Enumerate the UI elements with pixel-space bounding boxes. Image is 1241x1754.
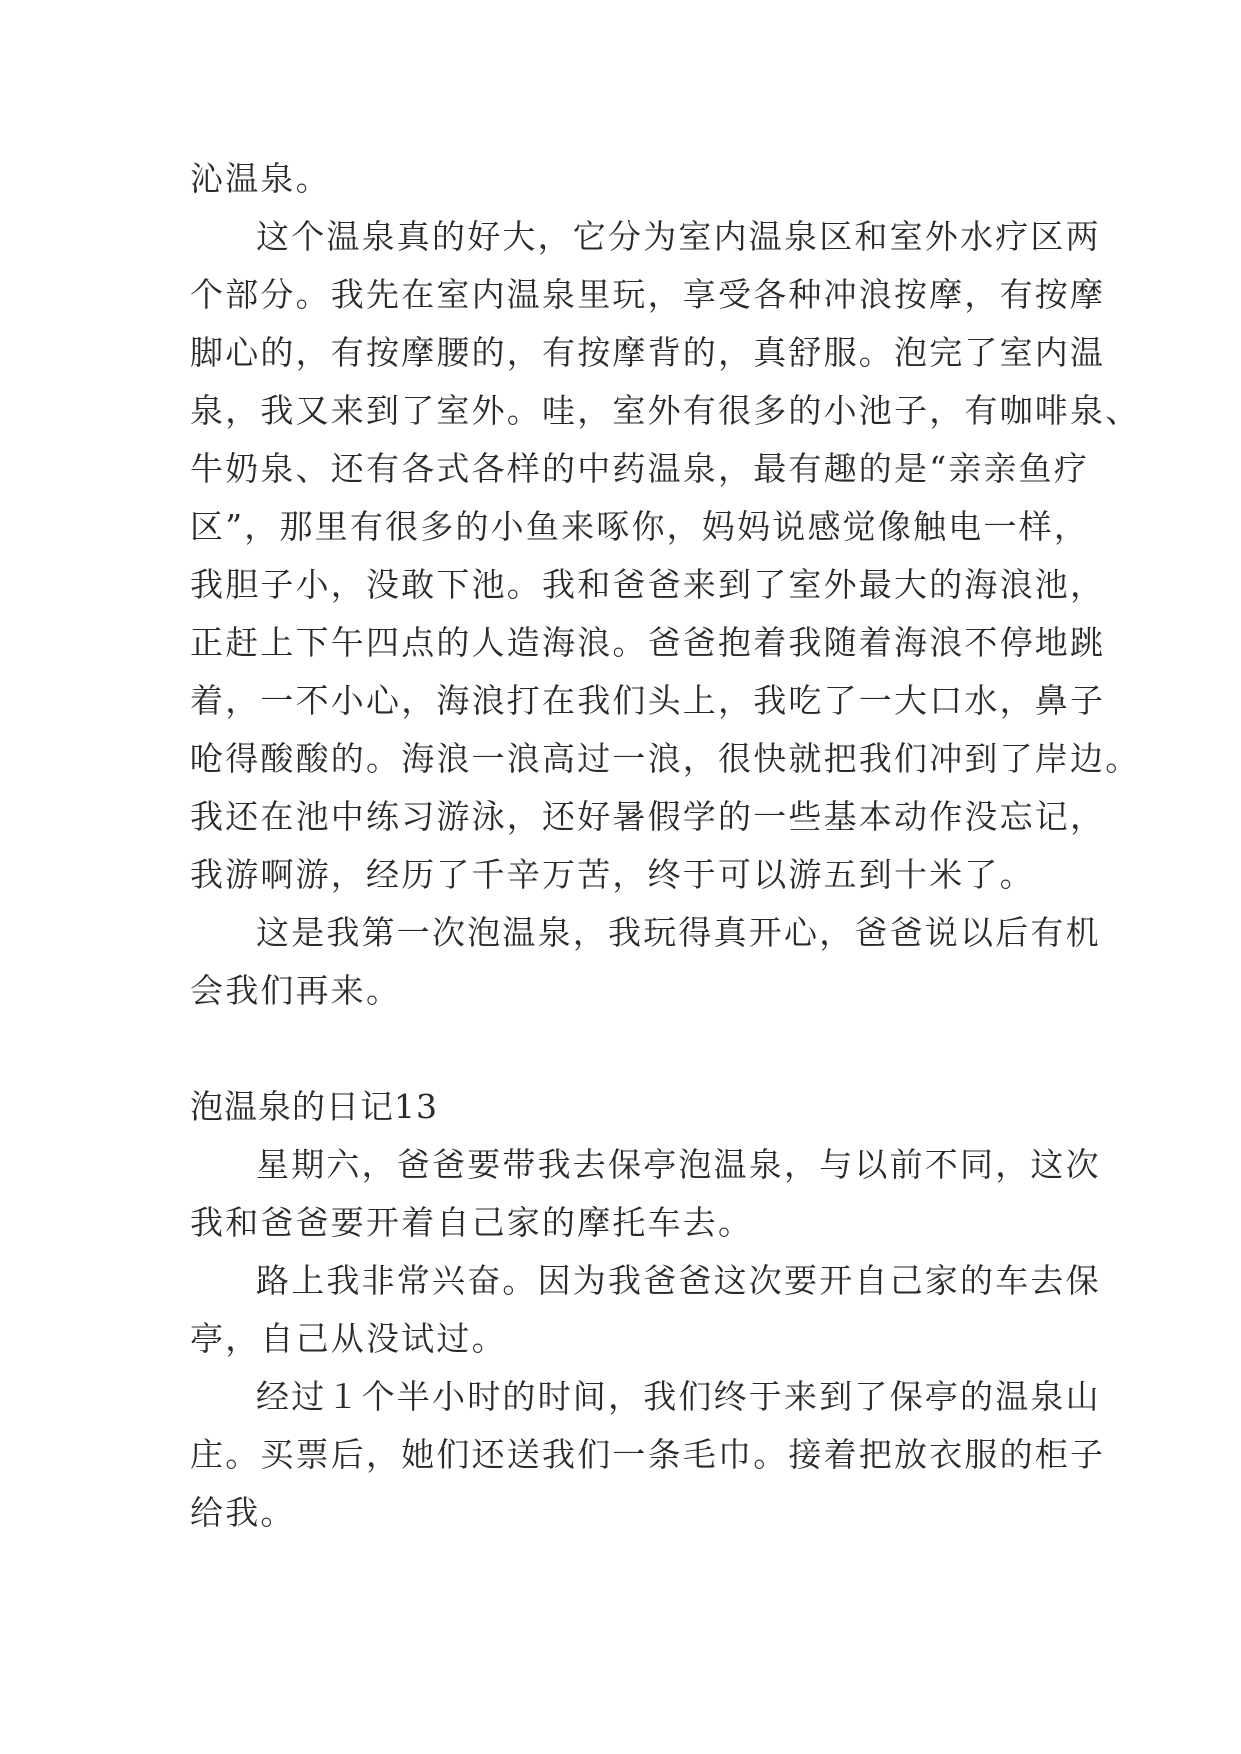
- text-line: 个部分。我先在室内温泉里玩，享受各种冲浪按摩，有按摩: [190, 275, 1106, 314]
- paragraph-conclusion: [190, 904, 1101, 1020]
- text-line: 这是我第一次泡温泉，我玩得真开心，爸爸说以后有机: [256, 913, 1101, 952]
- text-line: 这个温泉真的好大，它分为室内温泉区和室外水疗区两: [256, 217, 1101, 256]
- text-line: 着，一不小心，海浪打在我们头上，我吃了一大口水，鼻子: [190, 681, 1106, 720]
- text-line: 沁温泉。: [190, 159, 331, 198]
- document-page: [190, 150, 1141, 1542]
- paragraph-on-the-road: [190, 1252, 1101, 1368]
- text-line: 牛奶泉、还有各式各样的中药温泉，最有趣的是“亲亲鱼疗: [190, 449, 1090, 488]
- paragraph-hot-spring-visit: [190, 208, 1141, 904]
- text-line: 我还在池中练习游泳，还好暑假学的一些基本动作没忘记，: [190, 797, 1106, 836]
- text-line: 经过１个半小时的时间，我们终于来到了保亭的温泉山: [256, 1377, 1101, 1416]
- text-line: 呛得酸酸的。海浪一浪高过一浪，很快就把我们冲到了岸边。: [190, 739, 1141, 778]
- text-line: 路上我非常兴奋。因为我爸爸这次要开自己家的车去保: [256, 1261, 1101, 1300]
- text-line: 我胆子小，没敢下池。我和爸爸来到了室外最大的海浪池，: [190, 565, 1106, 604]
- paragraph-intro-end: [190, 150, 1060, 208]
- text-line: 给我。: [190, 1493, 296, 1532]
- text-line: 我游啊游，经历了千辛万苦，终于可以游五到十米了。: [190, 855, 1035, 894]
- section-title: 泡温泉的日记13: [190, 1087, 438, 1126]
- paragraph-saturday: [190, 1136, 1101, 1252]
- text-line: 庄。买票后，她们还送我们一条毛巾。接着把放衣服的柜子: [190, 1435, 1106, 1474]
- text-line: 正赶上下午四点的人造海浪。爸爸抱着我随着海浪不停地跳: [190, 623, 1106, 662]
- text-line: 亭，自己从没试过。: [190, 1319, 507, 1358]
- text-line: 脚心的，有按摩腰的，有按摩背的，真舒服。泡完了室内温: [190, 333, 1106, 372]
- text-line: 我和爸爸要开着自己家的摩托车去。: [190, 1203, 754, 1242]
- text-line: 星期六，爸爸要带我去保亭泡温泉，与以前不同，这次: [256, 1145, 1101, 1184]
- paragraph-arrival: [190, 1368, 1106, 1542]
- text-line: 区”，那里有很多的小鱼来啄你，妈妈说感觉像触电一样，: [190, 507, 1090, 546]
- text-line: 泉，我又来到了室外。哇，室外有很多的小池子，有咖啡泉、: [190, 391, 1141, 430]
- text-line: 会我们再来。: [190, 971, 402, 1010]
- section-gap: [190, 1020, 1060, 1078]
